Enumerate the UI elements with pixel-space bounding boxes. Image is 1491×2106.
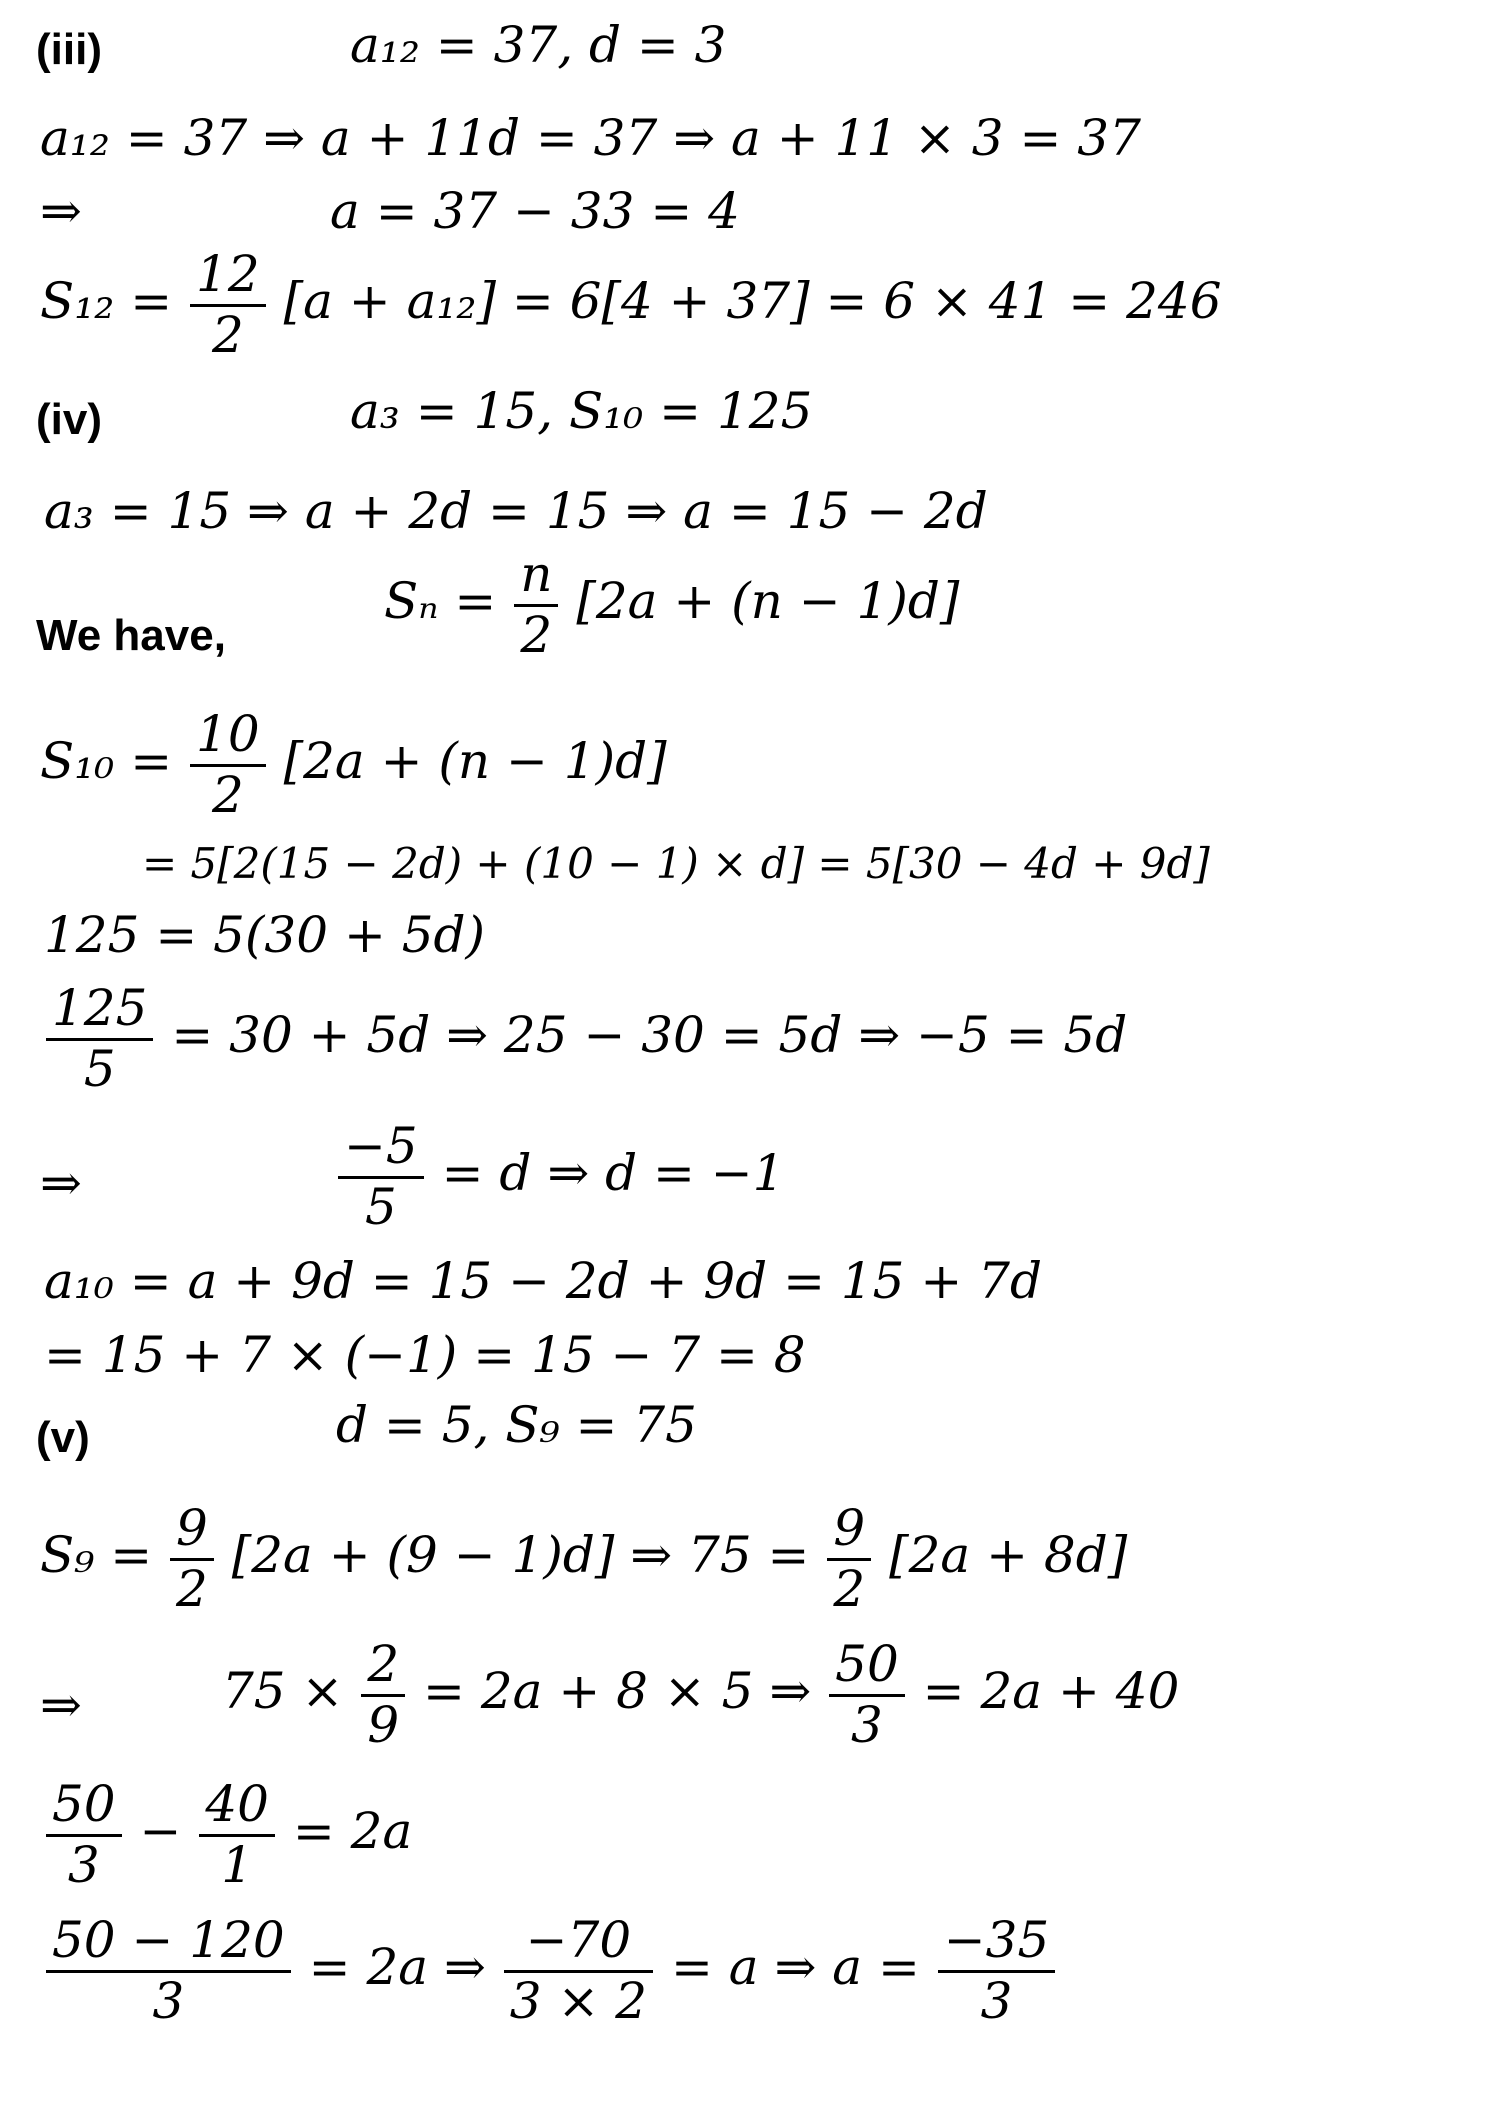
fraction: $\frac{50}{3}$ bbox=[46, 1776, 122, 1894]
equation-125-fraction: $\frac{125}{5}$ = 30 + 5d ⇒ 25 − 30 = 5d ⇒ −5 = 5d bbox=[44, 980, 1127, 1098]
equation-a10-value: = 15 + 7 × (−1) = 15 − 7 = 8 bbox=[44, 1326, 806, 1384]
equation-v-line3: $\frac{50}{3}$ − $\frac{40}{1}$ = 2a bbox=[44, 1776, 412, 1894]
sum-rhs: [a + a₁₂] = 6[4 + 37] = 6 × 41 = 246 bbox=[283, 272, 1222, 330]
given-iii: a₁₂ = 37, d = 3 bbox=[350, 16, 727, 74]
given-iv: a₃ = 15, S₁₀ = 125 bbox=[350, 382, 813, 440]
sn-formula: Sₙ = $\frac{n}{2}$ [2a + (n − 1)d] bbox=[384, 545, 960, 664]
s10-formula: S₁₀ = $\frac{10}{2}$ [2a + (n − 1)d] bbox=[40, 705, 667, 824]
fraction: $\frac{9}{2}$ bbox=[827, 1500, 871, 1618]
we-have-label: We have, bbox=[36, 611, 226, 660]
fraction: $\frac{125}{5}$ bbox=[46, 980, 153, 1098]
part-label-iii: (iii) bbox=[36, 25, 102, 74]
equation-iii-sum bbox=[40, 246, 1222, 364]
fraction: $\frac{12}{2}$ bbox=[190, 246, 266, 364]
given-v: d = 5, S₉ = 75 bbox=[336, 1396, 697, 1454]
fraction: $\frac{50}{3}$ bbox=[829, 1636, 905, 1754]
equation-iii-line2: a = 37 − 33 = 4 bbox=[330, 182, 740, 240]
implies-arrow: ⇒ bbox=[40, 182, 82, 240]
fraction: $\frac{40}{1}$ bbox=[199, 1776, 275, 1894]
fraction: $\frac{9}{2}$ bbox=[170, 1500, 214, 1618]
fraction: $\frac{10}{2}$ bbox=[190, 706, 266, 824]
s10-expansion: = 5[2(15 − 2d) + (10 − 1) × d] = 5[30 − 4d + 9d] bbox=[142, 839, 1210, 888]
equation-v-line4: $\frac{50 - 120}{3}$ = 2a ⇒ $\frac{-70}{3 \times 2}$ = a ⇒ a = $\frac{-35}{3}$ bbox=[44, 1912, 1057, 2030]
implies-arrow: ⇒ bbox=[40, 1676, 82, 1734]
equation-d: $\frac{-5}{5}$ = d ⇒ d = −1 bbox=[336, 1118, 785, 1236]
implies-arrow: ⇒ bbox=[40, 1154, 82, 1212]
sum-lhs: S₁₂ = bbox=[40, 272, 173, 330]
part-label-iv: (iv) bbox=[36, 395, 102, 444]
equation-a10: a₁₀ = a + 9d = 15 − 2d + 9d = 15 + 7d bbox=[44, 1252, 1042, 1310]
fraction: $\frac{2}{9}$ bbox=[361, 1636, 405, 1754]
fraction: $\frac{-5}{5}$ bbox=[338, 1118, 424, 1236]
part-label-v: (v) bbox=[36, 1413, 90, 1462]
fraction: $\frac{-35}{3}$ bbox=[938, 1912, 1056, 2030]
equation-125: 125 = 5(30 + 5d) bbox=[44, 906, 486, 964]
equation-v-line2: 75 × $\frac{2}{9}$ = 2a + 8 × 5 ⇒ $\frac{50}{3}$ = 2a + 40 bbox=[222, 1635, 1180, 1754]
fraction: $\frac{n}{2}$ bbox=[514, 546, 558, 664]
fraction: $\frac{-70}{3 \times 2}$ bbox=[504, 1912, 653, 2030]
equation-iii-line1: a₁₂ = 37 ⇒ a + 11d = 37 ⇒ a + 11 × 3 = 37 bbox=[40, 109, 1141, 167]
equation-iv-line1: a₃ = 15 ⇒ a + 2d = 15 ⇒ a = 15 − 2d bbox=[44, 482, 988, 540]
fraction: $\frac{50 - 120}{3}$ bbox=[46, 1912, 291, 2030]
s9-formula: S₉ = $\frac{9}{2}$ [2a + (9 − 1)d] ⇒ 75 = $\frac{9}{2}$ [2a + 8d] bbox=[40, 1499, 1128, 1618]
